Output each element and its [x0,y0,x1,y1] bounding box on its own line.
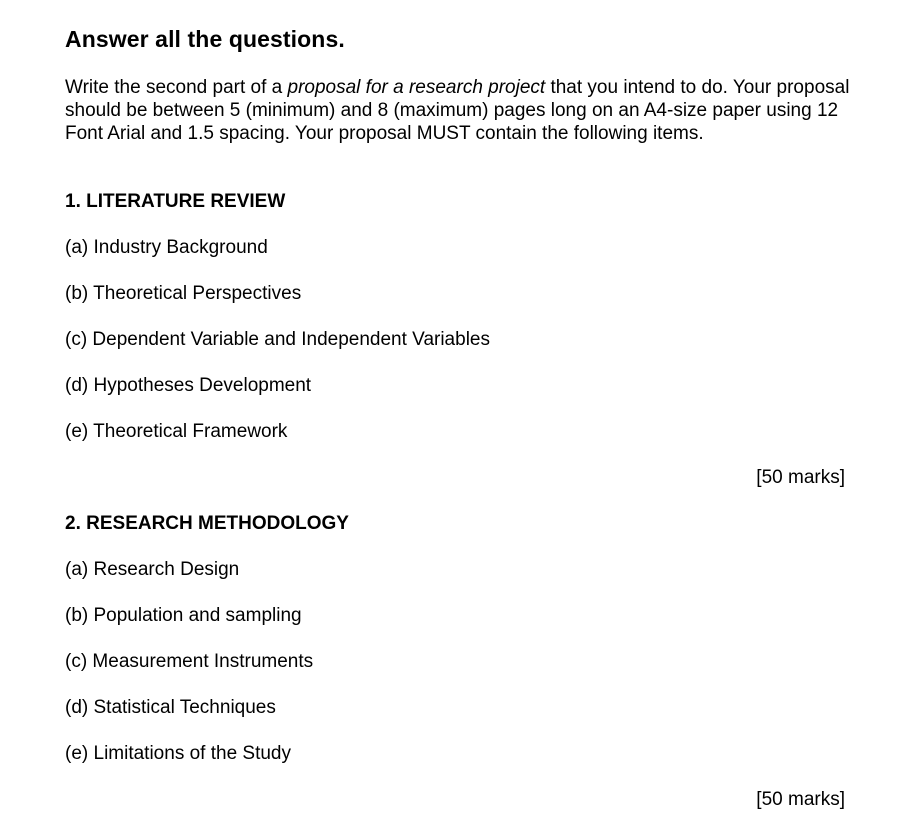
list-item: (d) Statistical Techniques [65,697,276,718]
instructions-emphasis: proposal for a research project [287,77,546,98]
instructions-paragraph [65,76,855,146]
list-item: (c) Measurement Instruments [65,651,314,672]
list-item: (d) Hypotheses Development [65,375,312,396]
list-item: (e) Theoretical Framework [65,421,288,442]
list-item: (a) Industry Background [65,237,268,258]
list-item: (b) Population and sampling [65,605,302,626]
list-item: (a) Research Design [65,559,240,580]
list-item: (b) Theoretical Perspectives [65,283,302,304]
list-item: (c) Dependent Variable and Independent Variables [65,329,490,350]
section-title-research-methodology: 2. RESEARCH METHODOLOGY [65,513,349,534]
list-item: (e) Limitations of the Study [65,743,291,764]
marks-label: [50 marks] [756,467,845,488]
instructions-text-start: Write the second part of a [65,77,288,98]
section-title-literature-review: 1. LITERATURE REVIEW [65,191,286,212]
marks-label: [50 marks] [756,789,845,810]
instructions-text-end: that you intend to do. Your proposal should be between 5 (minimum) and 8 (maximum) pages long on an A4-size paper using 12 Font Arial and 1.5 spacing. Your proposal MUST contain the following items. [65,77,850,145]
page-heading: Answer all the questions. [65,26,345,52]
